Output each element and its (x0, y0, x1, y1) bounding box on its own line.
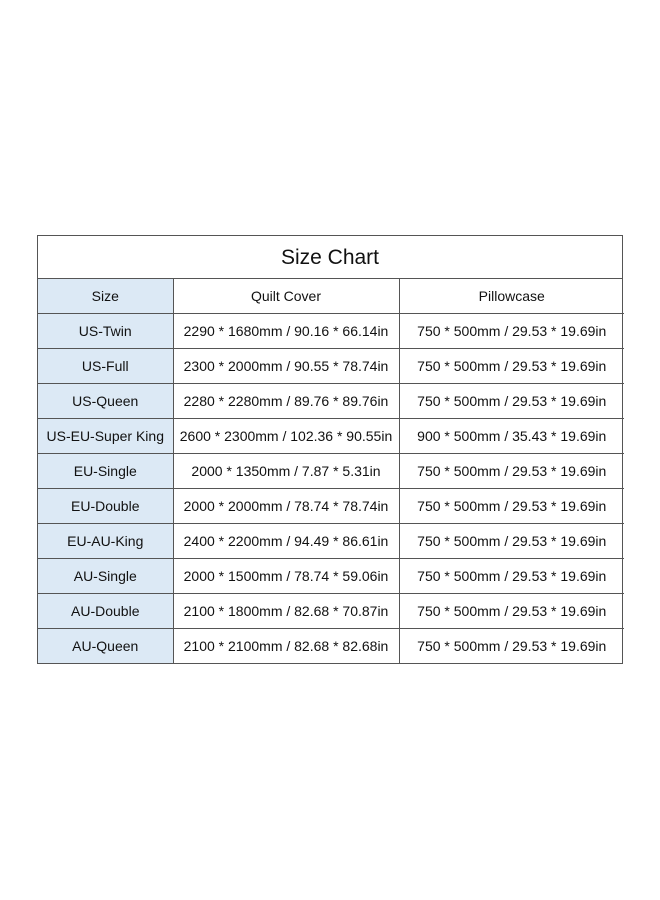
size-cell: EU-Double (38, 489, 173, 524)
pillowcase-cell: 750 * 500mm / 29.53 * 19.69in (399, 594, 624, 629)
table-row (38, 349, 624, 384)
table-row (38, 594, 624, 629)
quilt-cover-cell: 2300 * 2000mm / 90.55 * 78.74in (173, 349, 399, 384)
pillowcase-cell: 750 * 500mm / 29.53 * 19.69in (399, 314, 624, 349)
header-quilt-cover: Quilt Cover (173, 279, 399, 314)
table-row (38, 489, 624, 524)
quilt-cover-cell: 2000 * 1500mm / 78.74 * 59.06in (173, 559, 399, 594)
size-cell: EU-AU-King (38, 524, 173, 559)
quilt-cover-cell: 2000 * 1350mm / 7.87 * 5.31in (173, 454, 399, 489)
size-cell: US-Full (38, 349, 173, 384)
quilt-cover-cell: 2280 * 2280mm / 89.76 * 89.76in (173, 384, 399, 419)
quilt-cover-cell: 2400 * 2200mm / 94.49 * 86.61in (173, 524, 399, 559)
size-cell: US-EU-Super King (38, 419, 173, 454)
quilt-cover-cell: 2100 * 2100mm / 82.68 * 82.68in (173, 629, 399, 664)
table-row (38, 524, 624, 559)
pillowcase-cell: 750 * 500mm / 29.53 * 19.69in (399, 489, 624, 524)
size-cell: AU-Queen (38, 629, 173, 664)
pillowcase-cell: 750 * 500mm / 29.53 * 19.69in (399, 629, 624, 664)
quilt-cover-cell: 2000 * 2000mm / 78.74 * 78.74in (173, 489, 399, 524)
header-pillowcase: Pillowcase (399, 279, 624, 314)
table-row (38, 419, 624, 454)
header-row (38, 279, 624, 314)
size-chart (37, 235, 623, 664)
header-size: Size (38, 279, 173, 314)
table-row (38, 629, 624, 664)
table-row (38, 454, 624, 489)
quilt-cover-cell: 2100 * 1800mm / 82.68 * 70.87in (173, 594, 399, 629)
quilt-cover-cell: 2290 * 1680mm / 90.16 * 66.14in (173, 314, 399, 349)
table-row (38, 384, 624, 419)
pillowcase-cell: 750 * 500mm / 29.53 * 19.69in (399, 524, 624, 559)
table-row (38, 314, 624, 349)
pillowcase-cell: 750 * 500mm / 29.53 * 19.69in (399, 559, 624, 594)
size-cell: EU-Single (38, 454, 173, 489)
pillowcase-cell: 900 * 500mm / 35.43 * 19.69in (399, 419, 624, 454)
size-cell: AU-Double (38, 594, 173, 629)
pillowcase-cell: 750 * 500mm / 29.53 * 19.69in (399, 349, 624, 384)
size-cell: US-Queen (38, 384, 173, 419)
chart-title: Size Chart (38, 236, 622, 279)
table-row (38, 559, 624, 594)
pillowcase-cell: 750 * 500mm / 29.53 * 19.69in (399, 384, 624, 419)
pillowcase-cell: 750 * 500mm / 29.53 * 19.69in (399, 454, 624, 489)
size-table (38, 279, 624, 663)
quilt-cover-cell: 2600 * 2300mm / 102.36 * 90.55in (173, 419, 399, 454)
size-cell: AU-Single (38, 559, 173, 594)
size-cell: US-Twin (38, 314, 173, 349)
